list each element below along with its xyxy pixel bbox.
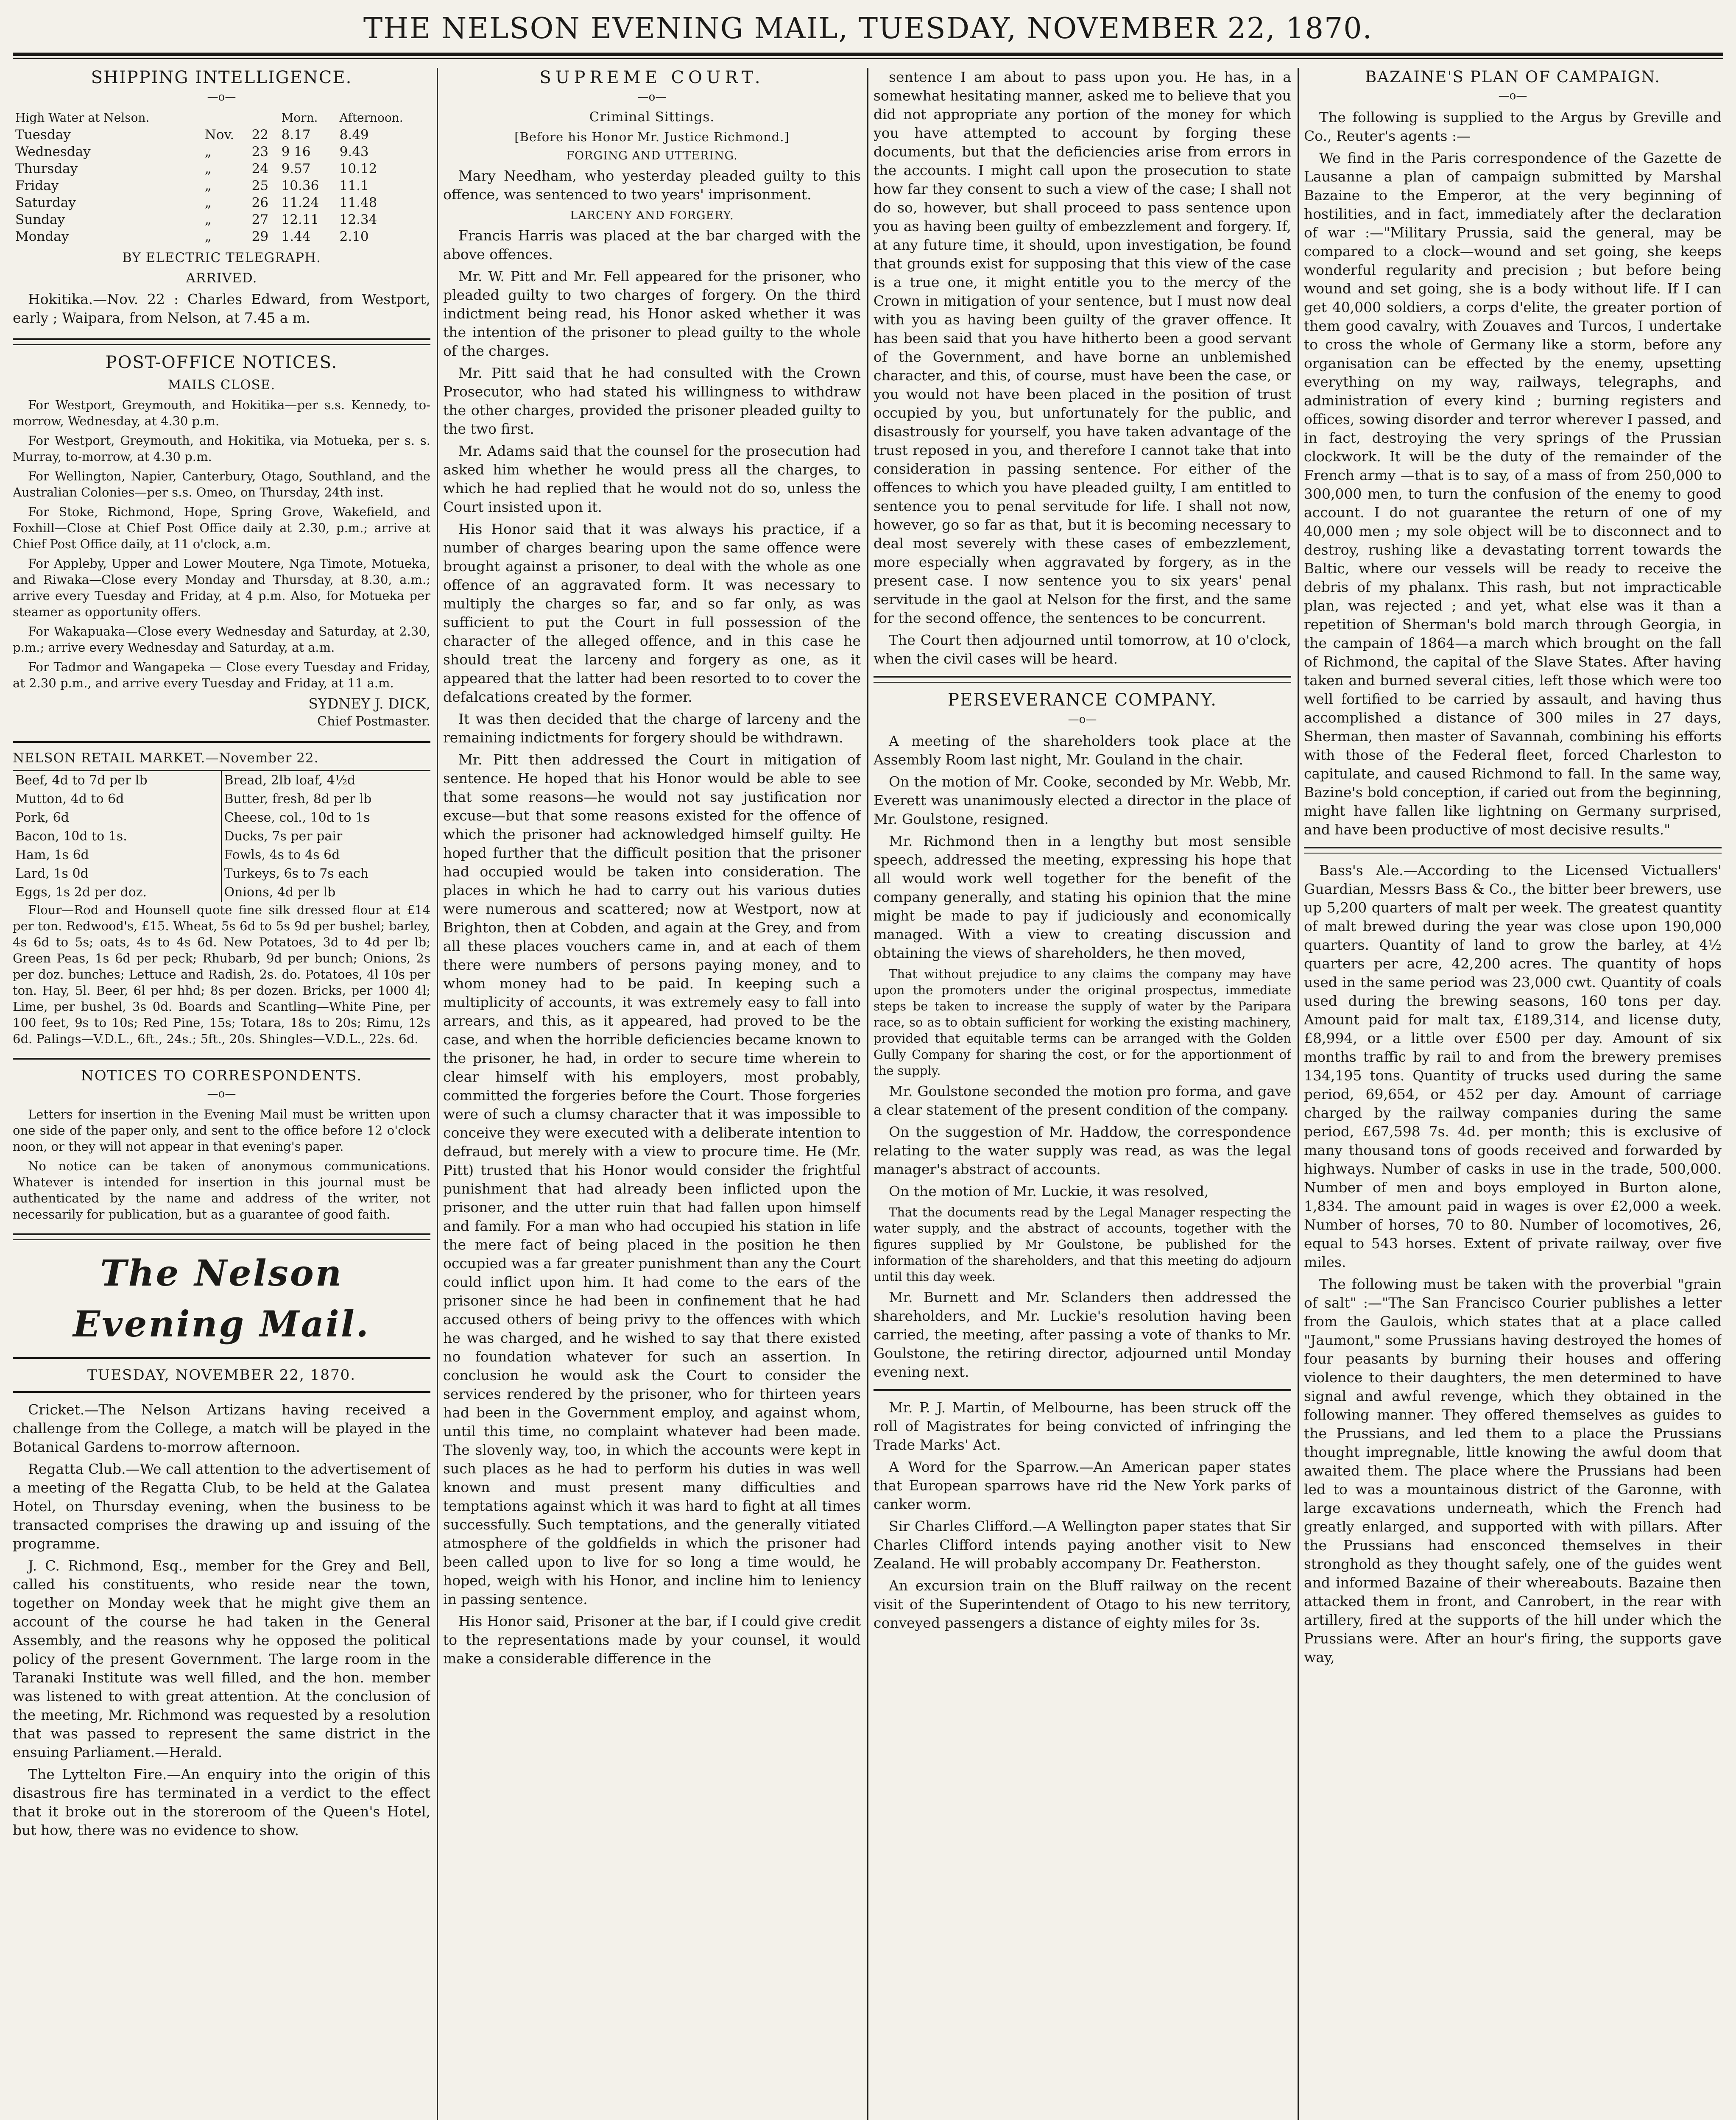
court-paragraph: The Court then adjourned until tomorrow, at 10 o'clock, when the civil cases will be heard. — [874, 632, 1291, 667]
tide-cell: Tuesday — [15, 127, 71, 142]
tide-row — [13, 194, 430, 211]
column-divider — [1298, 68, 1299, 2120]
news-item: Mr. P. J. Martin, of Melbourne, has been struck off the roll of Magistrates for being convicted of infringing the Trade Marks' Act. — [874, 1399, 1291, 1453]
court-paragraph: Mary Needham, who yesterday pleaded guilty to this offence, was sentenced to two years' imprisonment. — [443, 167, 861, 203]
tide-cell: 27 — [251, 212, 269, 227]
local-item: J. C. Richmond, Esq., member for the Grey and Bell, called his constituents, who reside near the town, together on Monday week that he might give them an account of the course he had taken in the General Assembly, and the reasons why he opposed the political policy of the present Government. The large room in the Taranaki Institute was well filled, and the hon. member was listened to with great attention. At the conclusion of the meeting, Mr. Richmond was requested by a resolution that was passed to represent the same district in the ensuing Parliament.—Herald. — [13, 1557, 430, 1760]
tide-row — [13, 143, 430, 160]
arrived-text: Hokitika.—Nov. 22 : Charles Edward, from Westport, early ; Waipara, from Nelson, at 7.45 a m. — [13, 291, 430, 326]
meeting-paragraph: A meeting of the shareholders took place at the Assembly Room last night, Mr. Gouland in the chair. — [874, 733, 1291, 768]
tide-header-cell — [249, 109, 279, 126]
tide-cell: 9.57 — [281, 161, 311, 176]
paper-flag: The Nelson Evening Mail. — [73, 1252, 370, 1345]
tide-header-cell — [202, 109, 249, 126]
court-paragraph: Mr. Adams said that the counsel for the prosecution had asked him whether he would press all the charges, to which he had replied that he would not do so, unless the Court insisted upon it. — [443, 443, 861, 515]
market-cell: Beef, 4d to 7d per lb — [13, 771, 222, 790]
court-paragraph: Mr. Pitt said that he had consulted with the Crown Prosecutor, who had stated his willingness to withdraw the other charges, provided the prisoner pleaded guilty to the two first. — [443, 365, 861, 437]
section-rule — [874, 676, 1291, 683]
supreme-court-title: SUPREME COURT. — [539, 68, 765, 87]
tide-cell: 11.24 — [281, 195, 319, 210]
market-cell: Turkeys, 6s to 7s each — [224, 866, 368, 881]
post-item: For Appleby, Upper and Lower Moutere, Nga Timote, Motueka, and Riwaka—Close every Monday and Thursday, at 8.30, a.m.; arrive every Tuesday and Friday, at 4 p.m. Also, for Motueka per steamer as opportunity offers. — [13, 556, 430, 619]
tide-cell: 29 — [251, 229, 269, 244]
tide-cell: 11.48 — [339, 195, 377, 210]
court-paragraph: Mr. W. Pitt and Mr. Fell appeared for the prisoner, who pleaded guilty to two charges of forgery. On the third indictment being read, his Honor asked whether it was the intention of the prisoner to plead guilty to the whole of the charges. — [443, 268, 861, 359]
tide-cell: Monday — [15, 229, 69, 244]
postmaster-signature: SYDNEY J. DICK, — [308, 695, 430, 712]
post-item: For Westport, Greymouth, and Hokitika, via Motueka, per s. s. Murray, to-morrow, at 4.30 p.m. — [13, 433, 430, 464]
market-section — [13, 750, 430, 1047]
post-office-title: POST-OFFICE NOTICES. — [105, 353, 338, 372]
court-paragraph: His Honor said, Prisoner at the bar, if I could give credit to the representations made by your counsel, it would make a considerable difference in the — [443, 1613, 861, 1667]
meeting-paragraph: On the motion of Mr. Luckie, it was resolved, — [889, 1183, 1209, 1199]
tide-cell: „ — [204, 178, 212, 193]
tide-cell: Nov. — [204, 127, 234, 142]
tide-cell: „ — [204, 161, 212, 176]
ornament: —o— — [207, 91, 236, 103]
tide-cell: 22 — [251, 127, 269, 142]
section-rule — [13, 1391, 430, 1393]
column-1 — [13, 68, 430, 2120]
before-line: [Before his Honor Mr. Justice Richmond.] — [514, 130, 790, 144]
tide-cell: „ — [204, 195, 212, 210]
court-paragraph: It was then decided that the charge of larceny and the remaining indictments for forgery should be withdrawn. — [443, 711, 861, 746]
criminal-sittings-title: Criminal Sittings. — [589, 109, 715, 125]
meeting-paragraph: Mr. Goulstone seconded the motion pro forma, and gave a clear statement of the present condition of the company. — [874, 1083, 1291, 1118]
market-cell: Fowls, 4s to 4s 6d — [224, 848, 340, 862]
local-item: Cricket.—The Nelson Artizans having received a challenge from the College, a match will be played in the Botanical Gardens to-morrow afternoon. — [13, 1401, 430, 1455]
correspondents-text: Letters for insertion in the Evening Mail must be written upon one side of the paper only, and sent to the office before 12 o'clock noon, or they will not appear in that evening's paper. — [13, 1107, 430, 1154]
post-item: For Wellington, Napier, Canterbury, Otago, Southland, and the Australian Colonies—per s.s. Omeo, on Thursday, 24th inst. — [13, 469, 430, 499]
news-item: A Word for the Sparrow.—An American paper states that European sparrows have rid the New York parks of canker worm. — [874, 1459, 1291, 1512]
tide-row — [13, 160, 430, 177]
masthead-rule — [13, 53, 1723, 56]
local-item: The Lyttelton Fire.—An enquiry into the origin of this disastrous fire has terminated in a verdict to the effect that it broke out in the storeroom of the Queen's Hotel, but how, there was no evidence to show. — [13, 1766, 430, 1838]
market-cell: Mutton, 4d to 6d — [13, 790, 222, 809]
court-paragraph: sentence I am about to pass upon you. He has, in a somewhat hesitating manner, asked me to believe that you did not appropriate any portion of the money for which you have attempted to account by forging these documents, but that the deficiencies arise from errors in the accounts. I might call upon the prosecution to state how far they consent to such a view of the case; I shall not do so, however, but shall proceed to pass sentence upon you as having been guilty of embezzlement and forgery. If, at any future time, it should, upon investigation, be found that grounds exist for supposing that this view of the case is a true one, it might entitle you to the mercy of the Crown in mitigation of your sentence, but I must now deal with you as having been guilty of the graver offence. It has been said that you have hitherto been a good servant of the Government, and have borne an unblemished character, and this, of course, must have been the case, or you would not have been placed in the position of trust occupied by you, but unfortunately for the public, and disastrously for yourself, you have taken advantage of the trust reposed in you, and therefore I cannot take that into consideration in passing sentence. For either of the offences to which you have pleaded guilty, I am entitled to sentence you to penal servitude for life. I shall not now, however, go so far as that, but it is becoming necessary to deal most severely with these cases of embezzlement, more especially when aggravated by forgery, as in the present case. I now sentence you to six years' penal servitude in the gaol at Nelson for the first, and the same for the second offence, the sentences to be concurrent. — [874, 69, 1291, 626]
tide-row — [13, 126, 430, 143]
bazaine-title: BAZAINE'S PLAN OF CAMPAIGN. — [1365, 68, 1661, 86]
meeting-paragraph: Mr. Richmond then in a lengthy but most sensible speech, addressed the meeting, expressing his hope that all would work well together for the benefit of the company generally, and stating his opinion that the mine might be made to pay if judiciously and economically managed. With a view to creating discussion and obtaining the views of shareholders, he then moved, — [874, 833, 1291, 961]
tide-cell: Saturday — [15, 195, 76, 210]
court-paragraph: Francis Harris was placed at the bar charged with the above offences. — [443, 227, 861, 262]
market-text: Flour—Rod and Hounsell quote fine silk dressed flour at £14 per ton. Redwood's, £15. Wheat, 5s 6d to 5s 9d per bushel; barley, 4s 6d to 5s; oats, 4s to 4s 6d. New Potatoes, 3d to 4d per lb; Green Peas, 1s 6d per peck; Rhubarb, 9d per bunch; Onions, 2s per doz. bunches; Lettuce and Radish, 2s. do. Potatoes, 4l 10s per ton. Hay, 5l. Beer, 6l per hhd; 8s per dozen. Bricks, per 1000 4l; Lime, per bushel, 3s 0d. Boards and Scantling—White Pine, per 100 feet, 9s to 10s; Red Pine, 15s; Totara, 18s to 20s; Rimu, 12s 6d. Palings—V.D.L., 6ft., 24s.; 5ft., 20s. Shingles—V.D.L., 22s. 6d. — [13, 903, 430, 1046]
motion-text: That the documents read by the Legal Manager respecting the water supply, and the abstract of accounts, together with the figures supplied by Mr Goulstone, be published for the information of the shareholders, and that this meeting do adjourn until this day week. — [874, 1205, 1291, 1284]
bazaine-paragraph: The following is supplied to the Argus by Greville and Co., Reuter's agents :— — [1304, 109, 1722, 144]
correspondents-title: NOTICES TO CORRESPONDENTS. — [81, 1067, 363, 1084]
masthead-rule-thin — [13, 58, 1723, 59]
tide-cell: 8.17 — [281, 127, 311, 142]
section-rule — [13, 741, 430, 743]
larceny-title: LARCENY AND FORGERY. — [570, 209, 734, 222]
tide-cell: 8.49 — [339, 127, 369, 142]
ornament: —o— — [1498, 89, 1527, 102]
market-cell: Lard, 1s 0d — [13, 865, 222, 883]
tide-cell: Sunday — [15, 212, 65, 227]
shipping-section — [13, 68, 430, 327]
tide-cell: „ — [204, 212, 212, 227]
section-rule — [1304, 847, 1722, 854]
post-item: For Tadmor and Wangapeka — Close every Tuesday and Friday, at 2.30 p.m., and arrive every Tuesday and Friday, at 11 a.m. — [13, 660, 430, 690]
tide-cell: Friday — [15, 178, 59, 193]
court-paragraph: His Honor said that it was always his practice, if a number of charges bearing upon the same offence were brought against a prisoner, to deal with the whole as one offence of an aggravated form. It was necessary to multiply the charges so far, and so far only, as was sufficient to put the Court in full possession of the character of the alleged offence, and in this case he should treat the larceny and forgery as one, as it appeared that the latter had been resorted to to cover the defalcations created by the former. — [443, 521, 861, 705]
tide-cell: 2.10 — [339, 229, 369, 244]
section-rule — [874, 1389, 1291, 1391]
correspondents-section — [13, 1067, 430, 1222]
telegraph-title: BY ELECTRIC TELEGRAPH. — [122, 250, 321, 265]
ornament: —o— — [1068, 713, 1097, 726]
tide-cell: 10.12 — [339, 161, 377, 176]
tide-cell: 9.43 — [339, 144, 369, 159]
mails-close-title: MAILS CLOSE. — [167, 377, 276, 393]
tide-header-cell: Afternoon. — [339, 111, 403, 125]
ornament: —o— — [207, 1088, 236, 1100]
tide-cell: 12.11 — [281, 212, 319, 227]
tide-cell: 23 — [251, 144, 269, 159]
tide-cell: Thursday — [15, 161, 78, 176]
newspaper-page — [13, 8, 1723, 2120]
tide-cell: 11.1 — [339, 178, 369, 193]
section-rule — [13, 338, 430, 345]
column-4 — [1304, 68, 1722, 2120]
tide-cell: 9 16 — [281, 144, 311, 159]
tide-header-row — [13, 109, 430, 126]
tide-cell: 10.36 — [281, 178, 319, 193]
tide-cell: 24 — [251, 161, 269, 176]
section-rule — [13, 1357, 430, 1359]
column-divider — [437, 68, 438, 2120]
section-rule — [13, 1233, 430, 1240]
local-item: Regatta Club.—We call attention to the advertisement of a meeting of the Regatta Club, to be held at the Galatea Hotel, on Thursday evening, when the business to be transacted comprises the drawing up and issuing of the programme. — [13, 1461, 430, 1552]
bass-ale-paragraph: Bass's Ale.—According to the Licensed Victuallers' Guardian, Messrs Bass & Co., the bitter beer brewers, use up 5,200 quarters of malt per week. The greatest quantity of malt brewed during the year was close upon 190,000 quarters. Quantity of land to grow the barley, at 4½ quarters per acre, 42,200 acres. The quantity of hops used in the same period was 23,000 cwt. Quantity of coals used during the brewing seasons, 160 tons per day. Amount paid for malt tax, £189,314, and license duty, £8,994, or a little over £500 per day. Amount of six months traffic by rail to and from the brewery premises 134,195 tons. Quantity of trucks used during the same period, 69,654, or 452 per day. Amount of carriage charged by the railway companies during the same period, £67,598 7s. 4d. per month; this is exclusive of many thousand tons of goods received and forwarded by highways. Number of casks in use in the trade, 500,000. Number of men and boys employed in Burton alone, 1,834. The amount paid in wages is over £2,000 a week. Number of horses, 70 to 80. Number of locomotives, 26, equal to 543 horses. Extent of private railway, over five miles. — [1304, 862, 1722, 1270]
market-cell: Cheese, col., 10d to 1s — [224, 810, 370, 825]
tide-header-cell: High Water at Nelson. — [15, 111, 150, 125]
tide-cell: 25 — [251, 178, 269, 193]
market-cell: Onions, 4d per lb — [224, 885, 336, 900]
market-cell: Ducks, 7s per pair — [224, 829, 343, 844]
tide-table — [13, 109, 430, 245]
grain-of-salt-paragraph: The following must be taken with the proverbial "grain of salt" :—"The San Francisco Courier publishes a letter from the Gaulois, which states that at a place called "Jaumont," some Prussians having destroyed the homes of four peasants by burning their houses and offering violence to their daughters, the men determined to have signal and awful revenge, which they obtained in the following manner. They offered themselves as guides to the Prussians, and led them to a place the Prussians thought impregnable, little knowing the awful doom that awaited them. The place where the Prussians had been led to was a mountainous district of the Garonne, with large excavations underneath, which the French had greatly enlarged, and supported with with pillars. After the Prussians had ensconced themselves in their stronghold as they thought safely, one of the guides went and informed Bazaine of their whereabouts. Bazaine then attacked them in front, and Canrobert, in the rear with artillery, fired at the supports of the hill under which the Prussians were. After an hour's firing, the supports gave way, — [1304, 1276, 1722, 1665]
meeting-paragraph: On the suggestion of Mr. Haddow, the correspondence relating to the water supply was read, as was the legal manager's abstract of accounts. — [874, 1124, 1291, 1177]
meeting-paragraph: On the motion of Mr. Cooke, seconded by Mr. Webb, Mr. Everett was unanimously elected a director in the place of Mr. Goulstone, resigned. — [874, 773, 1291, 827]
market-cell: Ham, 1s 6d — [13, 846, 222, 865]
ornament: —o— — [637, 91, 667, 103]
perseverance-title: PERSEVERANCE COMPANY. — [948, 690, 1217, 710]
meeting-paragraph: Mr. Burnett and Mr. Sclanders then addressed the shareholders, and Mr. Luckie's resolution having been carried, the meeting, after passing a vote of thanks to Mr. Goulstone, the retiring director, adjourned until Monday evening next. — [874, 1289, 1291, 1380]
market-grid — [13, 770, 430, 902]
market-cell: Bread, 2lb loaf, 4½d — [224, 773, 356, 788]
market-title: NELSON RETAIL MARKET.—November 22. — [13, 750, 319, 766]
tide-cell: 1.44 — [281, 229, 311, 244]
post-item: For Westport, Greymouth, and Hokitika—per s.s. Kennedy, to-morrow, Wednesday, at 4.30 p.m. — [13, 398, 430, 428]
post-item: For Wakapuaka—Close every Wednesday and Saturday, at 2.30, p.m.; arrive every Wednesday and Saturday, at a.m. — [13, 624, 430, 655]
correspondents-text: No notice can be taken of anonymous communications. Whatever is intended for insertion in this journal must be authenticated by the name and address of the writer, not necessarily for publication, but as a guarantee of good faith. — [13, 1159, 430, 1222]
court-paragraph: Mr. Pitt then addressed the Court in mitigation of sentence. He hoped that his Honor would be able to see that some reasons—he would not say justification nor excuse—but that some reasons existed for the offence of which the prisoner had acknowledged himself guilty. He hoped further that the difficult position that the prisoner had occupied would be taken into consideration. The places in which he had to carry out his various duties were numerous and scattered; now at Westport, now at Brighton, then at Cobden, and again at the Grey, and from all these places vouchers came in, and at each of them there were numbers of persons paying money, and to whom money had to be paid. In keeping such a multiplicity of accounts, it was extremely easy to fall into arrears, and this, as it appeared, had proved to be the case, and when the horrible deficiencies became known to the prisoner, he had, in order to secure time wherein to clear himself with his employers, most probably, committed the forgeries before the Court. Those forgeries were of such a clumsy character that it was impossible to conceive they were executed with a deliberate intention to defraud, but merely with a view to procure time. He (Mr. Pitt) trusted that his Honor would consider the frightful punishment that had already been inflicted upon the prisoner, and the utter ruin that had fallen upon himself and family. For a man who had occupied his station in life the mere fact of being placed in the position he then occupied was a far greater punishment than any the Court could inflict upon him. It had come to the ears of the prisoner since he had been in confinement that he had accused others of being privy to the offences with which he was charged, and he wished to say that there existed no foundation whatever for such an assertion. In conclusion he would ask the Court to consider the services rendered by the prisoner, who for thirteen years had been in the Government employ, and against whom, until this time, no complaint whatever had been made. The slovenly way, too, in which the accounts were kept in such places as he had to perform his duties in was well known and must present many difficulties and temptations against which it was hard to fight at all times successfully. Such temptations, and the generally vitiated atmosphere of the goldfields in which the prisoner had been called upon to live for so long a time would, he hoped, weigh with his Honor, and incline him to leniency in passing sentence. — [443, 751, 861, 1607]
bazaine-paragraph: We find in the Paris correspondence of the Gazette de Lausanne a plan of campaign submitted by Marshal Bazaine to the Emperor, at the very beginning of hostilities, and in fact, immediately after the declaration of war :—"Military Prussia, said the general, may be compared to a clock—wound and set going, she keeps wonderful regularity and precision ; but before being wound and set going, she is a body without life. If I can get 40,000 soldiers, a corps d'elite, the greater portion of them good cavalry, with Zouaves and Turcos, I undertake to cross the whole of Germany like a storm, before any organisation can be effected by the enemy, upsetting everything on my way, railways, telegraphs, and administration of every kind ; burning registers and offices, sowing disorder and terror wherever I passed, and in fact, destroying the very springs of the Prussian clockwork. It will be the duty of the remainder of the French army —that is to say, of a mass of from 250,000 to 300,000 men, to turn the confusion of the enemy to good account. I do not guarantee the return of one of my 40,000 men ; my sole object will be to disconnect and to destroy, rushing like a devastating torrent towards the Baltic, where our vessels will be ready to receive the debris of my phalanx. This rash, but not impracticable plan, was rejected ; and yet, what else was it than a repetition of Sherman's bold march through Georgia, in the campain of 1864—a march which brought on the fall of Richmond, the capital of the Slave States. After having taken and burned several cities, left those which were too well fortified to be carried by assault, and having thus accomplished a distance of 300 miles in 27 days, Sherman, then master of Savannah, combining his efforts with those of the Federal fleet, forced Charleston to capitulate, and caused Richmond to fall. In the same way, Bazine's bold conception, if caried out from the beginning, might have fallen like lightning on Germany surprised, and have been productive of most decisive results." — [1304, 150, 1722, 838]
column-3 — [874, 68, 1291, 2120]
news-item: Sir Charles Clifford.—A Wellington paper states that Sir Charles Clifford intends paying another visit to New Zealand. He will probably accompany Dr. Featherston. — [874, 1518, 1291, 1572]
market-cell: Bacon, 10d to 1s. — [13, 827, 222, 846]
forging-title: FORGING AND UTTERING. — [566, 149, 738, 162]
post-item: For Stoke, Richmond, Hope, Spring Grove, Wakefield, and Foxhill—Close at Chief Post Office daily at 2.30, p.m.; arrive at Chief Post Office daily, at 11 o'clock, a.m. — [13, 505, 430, 551]
tide-row — [13, 177, 430, 194]
column-2 — [443, 68, 861, 2120]
tide-row — [13, 228, 430, 245]
tide-header-cell: Morn. — [281, 111, 318, 125]
tide-cell: „ — [204, 144, 212, 159]
motion-text: That without prejudice to any claims the company may have upon the promoters under the original prospectus, immediate steps be taken to increase the supply of water by the Paripara race, so as to obtain sufficient for working the existing machinery, provided that equitable terms can be arranged with the Golden Gully Company for sharing the cost, or for the apportionment of the supply. — [874, 967, 1291, 1078]
tide-cell: 26 — [251, 195, 269, 210]
tide-cell: Wednesday — [15, 144, 91, 159]
market-cell: Pork, 6d — [13, 809, 222, 827]
masthead: THE NELSON EVENING MAIL, TUESDAY, NOVEMBER 22, 1870. — [363, 12, 1373, 45]
section-rule — [13, 1058, 430, 1060]
tide-cell: 12.34 — [339, 212, 377, 227]
shipping-title: SHIPPING INTELLIGENCE. — [91, 68, 352, 87]
news-item: An excursion train on the Bluff railway on the recent visit of the Superintendent of Otago to his new territory, conveyed passengers a distance of eighty miles for 3s. — [874, 1577, 1291, 1631]
tide-row — [13, 211, 430, 228]
postmaster-role: Chief Postmaster. — [317, 714, 430, 729]
tide-cell: „ — [204, 229, 212, 244]
column-divider — [867, 68, 868, 2120]
post-office-section — [13, 353, 430, 730]
dateline: TUESDAY, NOVEMBER 22, 1870. — [87, 1367, 356, 1384]
market-cell: Butter, fresh, 8d per lb — [224, 792, 372, 806]
market-cell: Eggs, 1s 2d per doz. — [13, 883, 222, 902]
arrived-title: ARRIVED. — [186, 271, 257, 286]
